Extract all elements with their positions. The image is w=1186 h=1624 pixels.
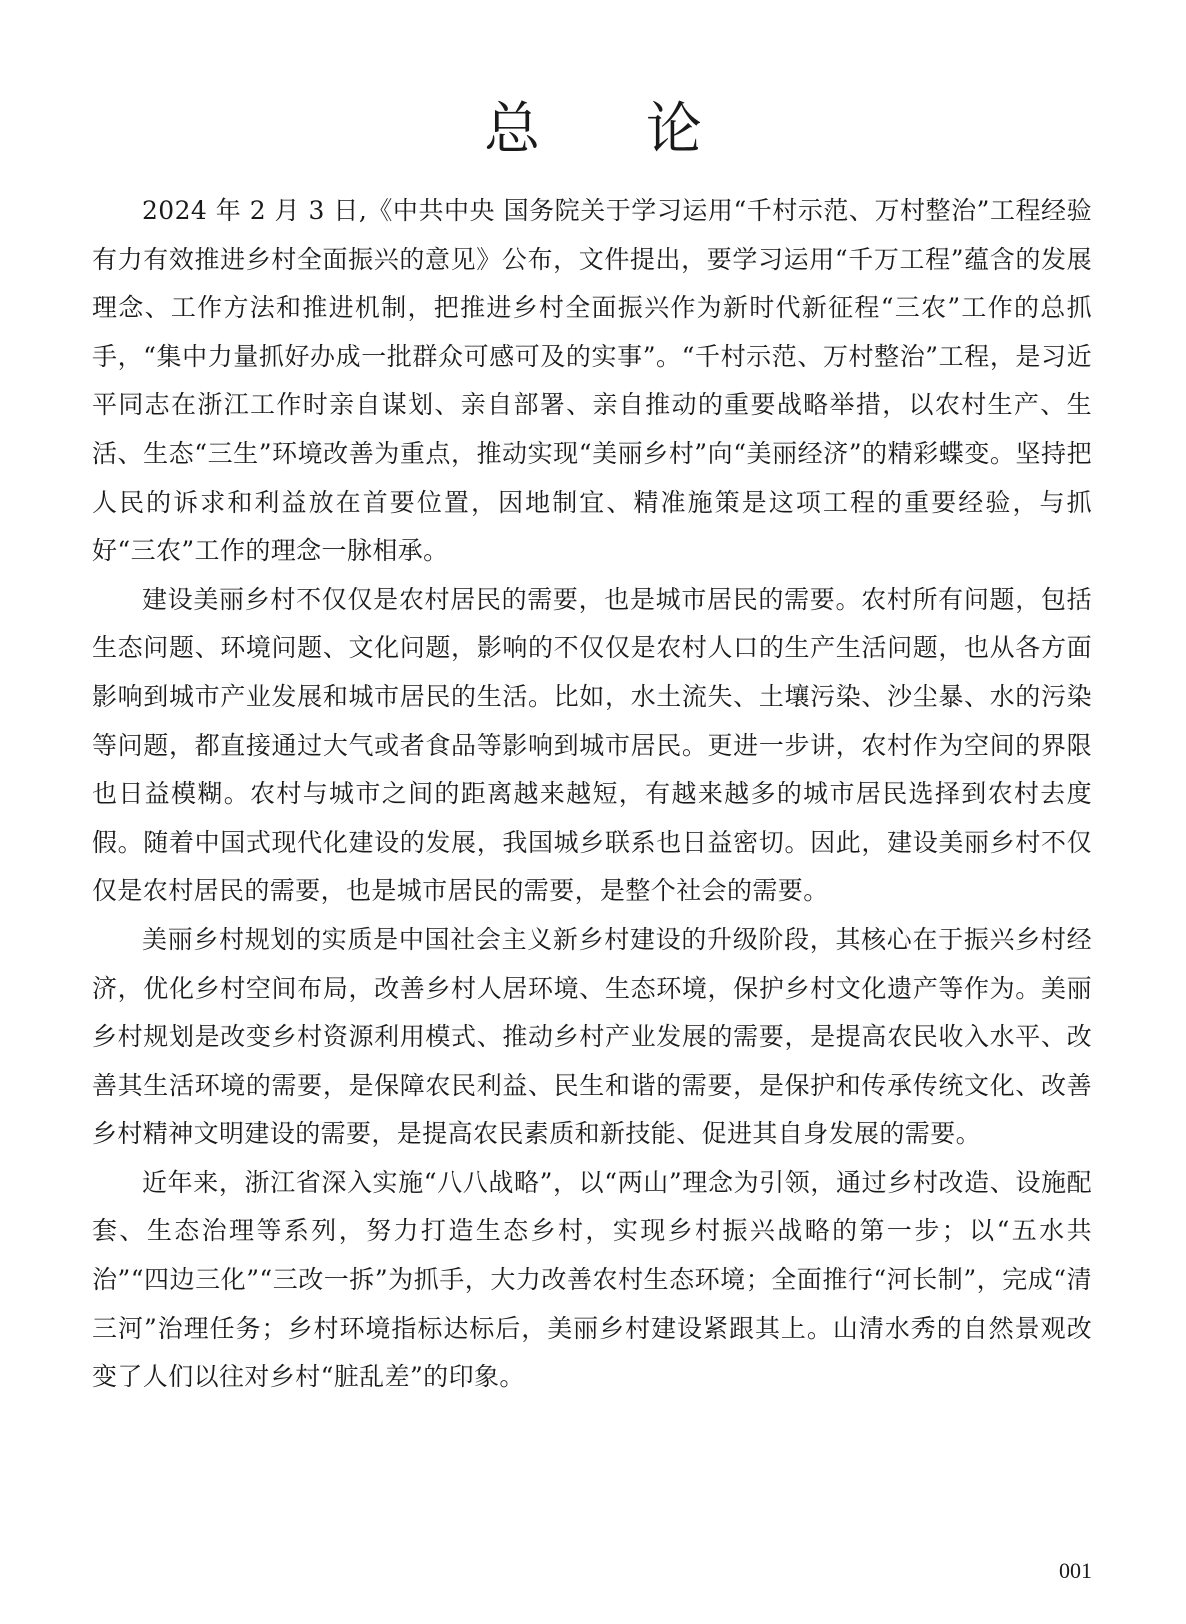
paragraph: 2024 年 2 月 3 日,《中共中央 国务院关于学习运用“千村示范、万村整治”工程经验有力有效推进乡村全面振兴的意见》公布，文件提出，要学习运用“千万工程”蕴含的发展理念、工作方法和推进机制，把推进乡村全面振兴作为新时代新征程“三农”工作的总抓手，“集中力量抓好办成一批群众可感可及的实事”。“千村示范、万村整治”工程，是习近平同志在浙江工作时亲自谋划、亲自部署、亲自推动的重要战略举措，以农村生产、生活、生态“三生”环境改善为重点，推动实现“美丽乡村”向“美丽经济”的精彩蝶变。坚持把人民的诉求和利益放在首要位置，因地制宜、精准施策是这项工程的重要经验，与抓好“三农”工作的理念一脉相承。 <box>92 196 1092 566</box>
paragraph: 美丽乡村规划的实质是中国社会主义新乡村建设的升级阶段，其核心在于振兴乡村经济，优化乡村空间布局，改善乡村人居环境、生态环境，保护乡村文化遗产等作为。美丽乡村规划是改变乡村资源利用模式、推动乡村产业发展的需要，是提高农民收入水平、改善其生活环境的需要，是保障农民利益、民生和谐的需要，是保护和传承传统文化、改善乡村精神文明建设的需要，是提高农民素质和新技能、促进其自身发展的需要。 <box>92 924 1092 1149</box>
paragraph: 近年来，浙江省深入实施“八八战略”，以“两山”理念为引领，通过乡村改造、设施配套、生态治理等系列，努力打造生态乡村，实现乡村振兴战略的第一步；以“五水共治”“四边三化”“三改一拆”为抓手，大力改善农村生态环境；全面推行“河长制”，完成“清三河”治理任务；乡村环境指标达标后，美丽乡村建设紧跟其上。山清水秀的自然景观改变了人们以往对乡村“脏乱差”的印象。 <box>92 1167 1092 1392</box>
page-title: 总 论 <box>484 96 746 162</box>
body-text <box>92 187 1092 1402</box>
paragraph: 建设美丽乡村不仅仅是农村居民的需要，也是城市居民的需要。农村所有问题，包括生态问题、环境问题、文化问题，影响的不仅仅是农村人口的生产生活问题，也从各方面影响到城市产业发展和城市居民的生活。比如，水土流失、土壤污染、沙尘暴、水的污染等问题，都直接通过大气或者食品等影响到城市居民。更进一步讲，农村作为空间的界限也日益模糊。农村与城市之间的距离越来越短，有越来越多的城市居民选择到农村去度假。随着中国式现代化建设的发展，我国城乡联系也日益密切。因此，建设美丽乡村不仅仅是农村居民的需要，也是城市居民的需要，是整个社会的需要。 <box>92 584 1092 906</box>
page-number: 001 <box>1059 1558 1092 1583</box>
